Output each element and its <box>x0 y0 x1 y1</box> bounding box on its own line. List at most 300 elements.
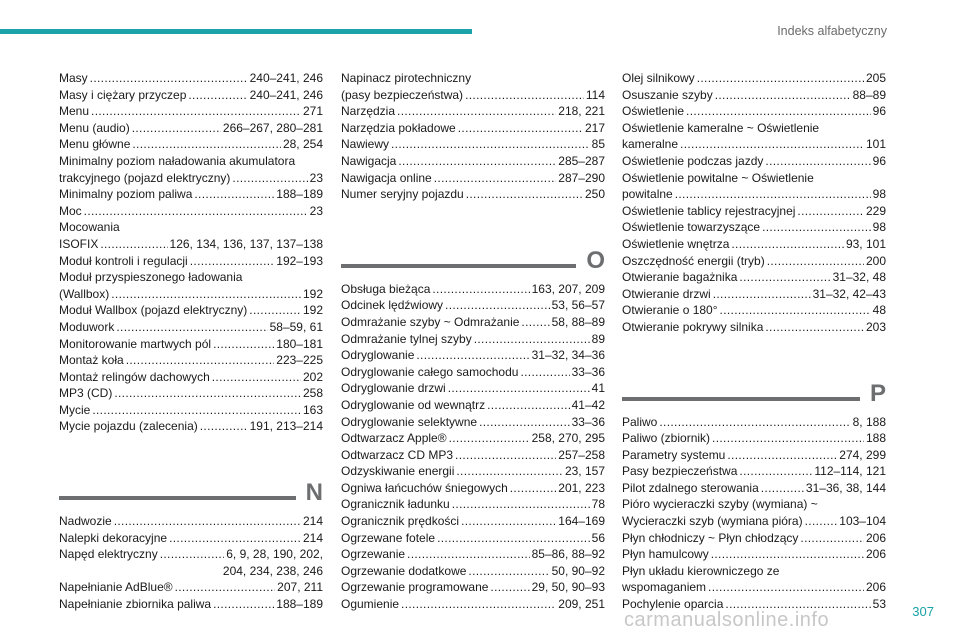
index-entry-term: MP3 (CD) <box>59 386 113 401</box>
index-entry <box>341 447 605 464</box>
index-entry-pages: 58, 88–89 <box>551 314 605 329</box>
index-entry-pages: 200 <box>865 253 886 268</box>
index-entry <box>59 170 323 187</box>
index-entry-pages: 223–225 <box>276 353 323 368</box>
index-entry-term: trakcyjnego (pojazd elektryczny) <box>59 170 231 185</box>
index-entry <box>622 153 886 170</box>
index-entry <box>622 70 886 87</box>
index-entry <box>59 203 323 220</box>
dot-leader <box>458 120 583 137</box>
index-entry <box>622 463 886 480</box>
index-entry-pages: 50, 90–92 <box>551 563 605 578</box>
dot-leader <box>169 530 301 547</box>
index-entry-term: Paliwo (zbiornik) <box>622 431 711 446</box>
index-entry-term: Ogranicznik prędkości <box>341 514 460 529</box>
index-entry-term: Odryglowanie <box>341 348 415 363</box>
dot-leader <box>213 596 274 613</box>
dot-leader <box>765 319 864 336</box>
dot-leader <box>132 136 281 153</box>
index-entry-term: Ogrzewanie programowane <box>341 580 489 595</box>
index-entry-term: Pilot zdalnego sterowania <box>622 480 759 495</box>
index-entry <box>341 579 605 596</box>
index-entry-term: Monitorowanie martwych pól <box>59 336 212 351</box>
section-letter: O <box>586 246 605 274</box>
index-entry <box>341 397 605 414</box>
index-entry-pages: 163, 207, 209 <box>531 281 605 296</box>
watermark: carmanualsonline.info <box>624 609 830 631</box>
index-entry-pages: 206 <box>865 547 886 562</box>
index-entry-term: Menu (audio) <box>59 120 130 135</box>
index-entry-term: Nalepki dekoracyjne <box>59 530 168 545</box>
index-entry-term: Ogrzewanie dodatkowe <box>341 563 467 578</box>
index-entry-pages: 191, 213–214 <box>249 419 323 434</box>
dot-leader <box>190 253 275 270</box>
dot-leader <box>92 402 301 419</box>
index-entry <box>341 480 605 497</box>
dot-leader <box>466 186 583 203</box>
section-divider <box>622 374 886 408</box>
index-entry <box>341 170 605 187</box>
dot-leader <box>479 414 570 431</box>
index-entry <box>341 331 605 348</box>
index-entry-term: Moduł kontroli i regulacji <box>59 253 188 268</box>
index-entry <box>341 186 605 203</box>
index-entry <box>622 546 886 563</box>
dot-leader <box>739 463 812 480</box>
index-entry-line: Oświetlenie powitalne ~ Oświetlenie <box>622 170 814 185</box>
dot-leader <box>401 596 556 613</box>
index-entry <box>59 236 323 253</box>
index-entry-term: Ogniwa łańcuchów śniegowych <box>341 480 508 495</box>
index-entry <box>622 319 886 336</box>
index-entry <box>622 530 886 547</box>
index-entry-pages: 164–169 <box>558 514 605 529</box>
index-entry-term: Numer seryjny pojazdu <box>341 187 464 202</box>
index-entry-pages: 89 <box>591 331 605 346</box>
index-entry-pages: 206 <box>865 580 886 595</box>
index-entry-pages: 98 <box>872 220 886 235</box>
index-entry-term: ISOFIX <box>59 236 99 251</box>
dot-leader <box>249 302 301 319</box>
dot-leader <box>800 530 864 547</box>
index-entry-pages: 23 <box>309 203 323 218</box>
dot-leader <box>114 385 301 402</box>
index-entry-line: Moduł przyspieszonego ładowania <box>59 270 243 285</box>
dot-leader <box>449 430 530 447</box>
index-entry <box>59 70 323 87</box>
index-entry-pages: 285–287 <box>558 153 605 168</box>
index-entry-pages: 209, 251 <box>558 597 605 612</box>
index-entry <box>341 103 605 120</box>
index-entry-term: Ogumienie <box>341 597 400 612</box>
index-entry <box>341 314 605 331</box>
index-entry-term: Parametry systemu <box>622 447 726 462</box>
index-entry-term: Otwieranie bagażnika <box>622 270 738 285</box>
index-entry-pages: 96 <box>872 104 886 119</box>
index-entry-pages: 8, 188 <box>852 414 886 429</box>
dot-leader <box>739 269 830 286</box>
dot-leader <box>490 579 529 596</box>
index-entry-pages: 31–32, 42–43 <box>812 286 886 301</box>
index-entry <box>59 253 323 270</box>
index-entry-pages: 192–193 <box>276 253 323 268</box>
index-entry-term: Napęd elektryczny <box>59 547 158 562</box>
index-entry <box>341 87 605 104</box>
index-entry-term: Otwieranie drzwi <box>622 286 711 301</box>
index-entry-term: Ogrzewane fotele <box>341 530 436 545</box>
dot-leader <box>465 87 584 104</box>
index-entry-term: Odtwarzacz Apple® <box>341 431 447 446</box>
index-entry-pages: 85–86, 88–92 <box>531 547 605 562</box>
index-entry-term: Masy <box>59 71 88 85</box>
index-entry-pages: 58–59, 61 <box>269 319 323 334</box>
section-letter: N <box>305 479 323 507</box>
index-entry <box>341 380 605 397</box>
dot-leader <box>126 352 275 369</box>
index-entry <box>341 496 605 513</box>
index-entry <box>622 236 886 253</box>
index-entry <box>341 136 605 153</box>
dot-leader <box>100 236 167 253</box>
dot-leader <box>520 364 569 381</box>
dot-leader <box>200 418 248 435</box>
index-entry <box>341 120 605 137</box>
index-entry <box>59 513 323 530</box>
dot-leader <box>232 170 307 187</box>
dot-leader <box>445 297 550 314</box>
dot-leader <box>91 103 301 120</box>
dot-leader <box>659 414 850 431</box>
dot-leader <box>407 546 530 563</box>
index-entry-term: Otwieranie pokrywy silnika <box>622 319 764 334</box>
index-entry-line: Płyn układu kierowniczego ze <box>622 563 780 578</box>
index-entry-pages: 6, 9, 28, 190, 202, <box>226 547 323 562</box>
index-entry-pages: 93, 101 <box>845 236 886 251</box>
index-entry-term: Pasy bezpieczeństwa <box>622 464 738 479</box>
index-entry-term: Płyn hamulcowy <box>622 547 709 562</box>
index-entry <box>59 286 323 303</box>
dot-leader <box>797 203 864 220</box>
index-entry <box>622 269 886 286</box>
index-entry-pages: 257–258 <box>558 447 605 462</box>
index-entry-pages: 192 <box>302 286 323 301</box>
index-entry-pages: 229 <box>865 203 886 218</box>
index-entry-pages: 114 <box>585 87 605 102</box>
index-entry-term: Mycie pojazdu (zalecenia) <box>59 419 198 434</box>
index-entry-term: powitalne <box>622 187 673 202</box>
index-entry-term: Oświetlenie <box>622 104 685 119</box>
index-entry-pages: 202 <box>302 369 323 384</box>
dot-leader <box>761 480 804 497</box>
dot-leader <box>132 120 221 137</box>
dot-leader <box>456 463 563 480</box>
section-rule <box>622 397 860 401</box>
index-entry-term: Odmrażanie szyby ~ Odmrażanie <box>341 314 520 329</box>
dot-leader <box>510 480 557 497</box>
dot-leader <box>416 347 529 364</box>
section-letter: P <box>869 379 886 407</box>
index-entry-pages: 56 <box>591 530 605 545</box>
index-entry <box>341 297 605 314</box>
index-entry <box>622 186 886 203</box>
dot-leader <box>468 563 549 580</box>
index-entry-pages: 271 <box>302 104 323 119</box>
index-entry-term: Odzyskiwanie energii <box>341 464 455 479</box>
dot-leader <box>686 103 871 120</box>
index-entry-pages: 274, 299 <box>839 447 886 462</box>
index-entry-pages: 112–114, 121 <box>814 464 886 479</box>
index-entry-term: Odryglowanie selektywne <box>341 414 478 429</box>
index-entry <box>622 253 886 270</box>
index-entry-term: Otwieranie o 180° <box>622 303 718 318</box>
index-entry <box>59 302 323 319</box>
index-entry <box>341 596 605 613</box>
index-entry-pages: 41 <box>591 381 605 396</box>
index-entry-term: wspomaganiem <box>622 580 707 595</box>
index-entry-term: Nawigacja online <box>341 170 432 185</box>
index-entry <box>622 480 886 497</box>
index-entry-pages: 188 <box>865 431 886 446</box>
index-entry-pages: 192 <box>302 303 323 318</box>
index-entry-pages: 214 <box>302 514 323 529</box>
dot-leader <box>521 314 549 331</box>
index-entry-pages: 96 <box>872 153 886 168</box>
dot-leader <box>432 281 529 298</box>
dot-leader <box>712 430 864 447</box>
index-entry-term: Paliwo <box>622 414 658 429</box>
index-entry <box>59 418 323 435</box>
index-entry-term: Odcinek lędźwiowy <box>341 298 444 313</box>
index-entry <box>59 336 323 353</box>
index-entry-pages: 207, 211 <box>277 580 323 595</box>
index-entry <box>59 530 323 547</box>
dot-leader <box>114 513 301 530</box>
index-entry <box>341 347 605 364</box>
section-rule <box>59 496 296 500</box>
index-entry-pages: 53 <box>872 597 886 612</box>
dot-leader <box>448 380 590 397</box>
index-entry-pages: 48 <box>872 303 886 318</box>
index-entry-pages: 250 <box>584 187 605 202</box>
index-entry-pages: 31–32, 34–36 <box>531 348 605 363</box>
index-entry-pages: 205 <box>865 71 886 85</box>
dot-leader <box>175 579 276 596</box>
index-entry-term: Oświetlenie podczas jazdy <box>622 153 764 168</box>
index-entry-pages: 240–241, 246 <box>249 71 323 85</box>
dot-leader <box>805 513 838 530</box>
index-entry-term: Ogrzewanie <box>341 547 406 562</box>
dot-leader <box>194 186 274 203</box>
index-entry <box>59 87 323 104</box>
dot-leader <box>84 203 308 220</box>
index-entry <box>341 153 605 170</box>
dot-leader <box>461 513 556 530</box>
index-entry <box>341 430 605 447</box>
index-entry <box>341 281 605 298</box>
dot-leader <box>212 369 301 386</box>
index-entry-pages: 126, 134, 136, 137, 137–138 <box>169 236 323 251</box>
index-entry <box>59 319 323 336</box>
index-entry-term: Oświetlenie wnętrza <box>622 236 730 251</box>
index-entry-pages: 201, 223 <box>558 480 605 495</box>
index-entry <box>59 579 323 596</box>
index-column-3 <box>622 70 886 613</box>
index-entry <box>341 463 605 480</box>
dot-leader <box>434 170 557 187</box>
index-entry-term: Oświetlenie tablicy rejestracyjnej <box>622 203 796 218</box>
index-entry-pages: 180–181 <box>276 336 323 351</box>
index-entry <box>59 103 323 120</box>
index-entry <box>622 203 886 220</box>
index-entry-pages: 41–42 <box>571 397 605 412</box>
header-accent-bar <box>0 29 472 34</box>
index-entry-pages: 258 <box>302 386 323 401</box>
index-entry <box>341 513 605 530</box>
index-entry-pages: 214 <box>302 530 323 545</box>
dot-leader <box>487 397 570 414</box>
index-entry-line: Oświetlenie kameralne ~ Oświetlenie <box>622 120 820 135</box>
index-entry-pages: 23, 157 <box>564 464 605 479</box>
index-entry <box>622 87 886 104</box>
index-entry <box>59 402 323 419</box>
dot-leader <box>715 87 851 104</box>
section-divider <box>341 241 605 275</box>
index-entry-pages: 53, 56–57 <box>551 298 605 313</box>
index-entry <box>59 596 323 613</box>
index-entry-term: Mycie <box>59 402 91 417</box>
index-entry-line: Napinacz pirotechniczny <box>341 71 472 85</box>
dot-leader <box>474 331 590 348</box>
index-entry-term: kameralne <box>622 137 679 152</box>
index-entry-term: Oszczędność energii (tryb) <box>622 253 765 268</box>
index-column-1 <box>59 70 323 613</box>
index-entry-pages: 101 <box>865 137 886 152</box>
index-entry <box>622 447 886 464</box>
index-entry-pages: 33–36 <box>571 414 605 429</box>
index-entry <box>622 136 886 153</box>
dot-leader <box>713 286 811 303</box>
index-entry-term: Moc <box>59 203 82 218</box>
index-column-2 <box>341 70 605 613</box>
index-entry-pages: 31–36, 38, 144 <box>805 480 886 495</box>
index-entry-term: Pochylenie oparcia <box>622 597 724 612</box>
section-divider <box>59 473 323 507</box>
page-number: 307 <box>912 604 934 619</box>
index-entry-pages: 85 <box>591 137 605 152</box>
index-entry <box>341 530 605 547</box>
dot-leader <box>188 87 247 104</box>
index-entry-term: Odtwarzacz CD MP3 <box>341 447 454 462</box>
dot-leader <box>680 136 864 153</box>
index-entry <box>59 136 323 153</box>
dot-leader <box>213 336 274 353</box>
index-entry-term: Menu główne <box>59 137 131 152</box>
dot-leader <box>711 546 864 563</box>
index-entry-term: Olej silnikowy <box>622 71 695 85</box>
index-entry-term: Odmrażanie tylnej szyby <box>341 331 472 346</box>
index-entry <box>622 579 886 596</box>
index-entry-term: Ogranicznik ładunku <box>341 497 450 512</box>
dot-leader <box>397 103 556 120</box>
index-entry <box>622 219 886 236</box>
index-entry-term: (pasy bezpieczeństwa) <box>341 87 464 102</box>
index-entry-term: Menu <box>59 104 90 119</box>
index-entry-term: Wycieraczki szyb (wymiana pióra) <box>622 514 803 529</box>
index-entry-pages: 29, 50, 90–93 <box>531 580 605 595</box>
index-entry-pages: 203 <box>865 319 886 334</box>
dot-leader <box>116 319 267 336</box>
index-entry-term: Nawiewy <box>341 137 390 152</box>
dot-leader <box>160 546 225 563</box>
index-entry-term: Osuszanie szyby <box>622 87 713 102</box>
index-entry <box>341 414 605 431</box>
index-entry <box>341 546 605 563</box>
index-entry <box>59 120 323 137</box>
index-entry-term: Narzędzia pokładowe <box>341 120 456 135</box>
index-entry-pages: 31–32, 48 <box>832 270 886 285</box>
index-entry-term: Moduł Wallbox (pojazd elektryczny) <box>59 303 248 318</box>
section-rule <box>341 264 576 268</box>
index-entry <box>59 352 323 369</box>
index-entry-pages: 217 <box>584 120 605 135</box>
index-entry-term: Nawigacja <box>341 153 397 168</box>
index-entry <box>622 103 886 120</box>
index-entry <box>622 302 886 319</box>
index-entry-term: Montaż relingów dachowych <box>59 369 210 384</box>
index-entry-pages: 28, 254 <box>282 137 323 152</box>
dot-leader <box>720 302 871 319</box>
dot-leader <box>731 236 844 253</box>
index-entry-pages: 163 <box>302 402 323 417</box>
index-entry <box>59 385 323 402</box>
dot-leader <box>767 253 864 270</box>
index-entry-pages: 287–290 <box>558 170 605 185</box>
index-entry-term: Płyn chłodniczy ~ Płyn chłodzący <box>622 530 799 545</box>
dot-leader <box>727 447 837 464</box>
index-entry-continuation: 204, 234, 238, 246 <box>222 563 323 578</box>
index-entry-line: Minimalny poziom naładowania akumulatora <box>59 153 296 168</box>
index-entry <box>341 364 605 381</box>
index-entry-pages: 258, 270, 295 <box>531 431 605 446</box>
index-entry-line: Mocowania <box>59 220 120 235</box>
index-entry-line: Pióro wycieraczki szyby (wymiana) ~ <box>622 497 818 512</box>
dot-leader <box>437 530 590 547</box>
index-entry-pages: 23 <box>309 170 323 185</box>
dot-leader <box>90 70 248 87</box>
index-entry-term: Napełnianie zbiornika paliwa <box>59 597 212 612</box>
index-entry <box>59 369 323 386</box>
dot-leader <box>762 219 871 236</box>
index-entry-pages: 78 <box>591 497 605 512</box>
index-entry-term: Oświetlenie towarzyszące <box>622 220 761 235</box>
index-entry-pages: 33–36 <box>571 364 605 379</box>
index-entry-term: Moduwork <box>59 319 115 334</box>
index-entry-pages: 206 <box>865 530 886 545</box>
index-entry <box>59 546 323 563</box>
index-entry-term: (Wallbox) <box>59 286 110 301</box>
index-entry <box>622 513 886 530</box>
dot-leader <box>452 496 590 513</box>
index-entry-term: Odryglowanie całego samochodu <box>341 364 519 379</box>
index-entry-pages: 188–189 <box>276 597 323 612</box>
index-entry-term: Nadwozie <box>59 514 112 529</box>
index-entry-term: Odryglowanie od wewnątrz <box>341 397 486 412</box>
index-entry-term: Napełnianie AdBlue® <box>59 580 173 595</box>
index-entry-pages: 266–267, 280–281 <box>222 120 323 135</box>
index-entry-term: Masy i ciężary przyczep <box>59 87 187 102</box>
index-entry-term: Odryglowanie drzwi <box>341 381 446 396</box>
page-header-title: Indeks alfabetyczny <box>777 24 887 38</box>
